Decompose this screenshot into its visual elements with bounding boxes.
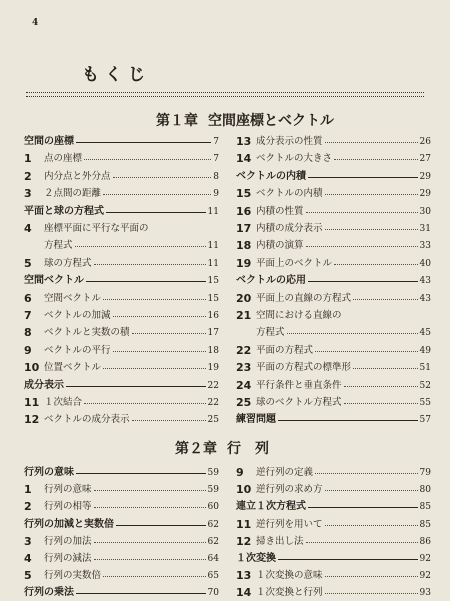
page-ref: 64 — [207, 554, 219, 564]
entry-title: ベクトルの成分表示 — [44, 414, 130, 426]
entry-leader-dots — [315, 351, 418, 352]
page-ref: 43 — [419, 276, 431, 287]
entry-title: 方程式 — [256, 327, 285, 339]
entry-leader-dots — [325, 525, 418, 526]
page-ref: 31 — [419, 224, 431, 234]
section-leader-line — [66, 386, 206, 387]
entry-number: 9 — [236, 466, 244, 479]
entry-leader-dots — [315, 473, 418, 474]
entry-leader-dots — [94, 542, 206, 543]
entry-title: 位置ベクトル — [44, 362, 102, 374]
toc-section[interactable] — [236, 551, 431, 567]
entry-leader-dots — [94, 264, 206, 265]
entry-title: ベクトルの内積 — [256, 188, 323, 200]
page-ref: 45 — [419, 328, 431, 339]
entry-title: ベクトルと実数の積 — [44, 327, 130, 339]
page-ref: 92 — [419, 554, 431, 564]
toc-entry[interactable] — [236, 395, 431, 411]
toc-entry[interactable] — [236, 325, 431, 341]
page-ref: 93 — [419, 588, 431, 599]
entry-number: 4 — [24, 222, 32, 235]
toc-entry[interactable] — [24, 412, 219, 428]
toc-section[interactable] — [24, 585, 219, 601]
toc-entry[interactable] — [236, 238, 431, 254]
entry-number: 14 — [236, 586, 252, 600]
page-ref: 27 — [419, 154, 431, 165]
page-ref: 18 — [207, 345, 219, 356]
section-leader-line — [308, 177, 418, 178]
toc-entry[interactable] — [236, 221, 431, 237]
section-leader-line — [106, 212, 206, 213]
toc-entry[interactable] — [24, 551, 219, 567]
entry-leader-dots — [325, 490, 418, 491]
toc-entry[interactable] — [236, 360, 431, 376]
section-title: 連立１次方程式 — [236, 501, 306, 513]
entry-number: 8 — [24, 326, 32, 340]
section-title: ベクトルの応用 — [236, 275, 306, 287]
entry-number: 12 — [24, 413, 40, 427]
toc-entry[interactable] — [236, 256, 431, 272]
toc-entry[interactable] — [236, 534, 431, 550]
entry-title: 方程式 — [44, 240, 73, 252]
chapter-1-title: 空間座標とベクトル — [208, 113, 334, 129]
entry-number: 4 — [24, 552, 32, 565]
section-leader-line — [278, 420, 418, 421]
page-ref: 85 — [419, 519, 431, 530]
entry-number: 10 — [24, 361, 40, 375]
entry-leader-dots — [344, 386, 418, 387]
entry-leader-dots — [325, 593, 418, 594]
section-leader-line — [308, 507, 418, 508]
entry-title: 行列の相等 — [44, 501, 92, 513]
toc-entry[interactable] — [24, 395, 219, 411]
toc-entry[interactable] — [236, 291, 431, 307]
entry-leader-dots — [325, 142, 418, 143]
entry-title: 平行条件と垂直条件 — [256, 379, 342, 391]
toc-entry[interactable] — [24, 568, 219, 584]
page-ref: 55 — [419, 398, 431, 408]
entry-number: 22 — [236, 343, 252, 357]
toc-section[interactable] — [236, 499, 431, 515]
entry-title: １次変換の意味 — [256, 570, 323, 582]
entry-leader-dots — [353, 299, 418, 300]
chapter-2-title: 行 列 — [227, 441, 269, 457]
entry-leader-dots — [325, 576, 418, 577]
chapter-2-heading — [0, 438, 450, 458]
entry-title: 平面の方程式の標準形 — [256, 362, 352, 374]
entry-title: 掃き出し法 — [256, 535, 304, 547]
entry-leader-dots — [103, 368, 206, 369]
entry-number: 17 — [236, 222, 252, 235]
entry-title: 空間における直線の — [256, 310, 342, 321]
entry-leader-dots — [84, 159, 211, 160]
toc-entry[interactable] — [24, 221, 219, 237]
toc-entry[interactable] — [24, 499, 219, 515]
entry-number: 11 — [236, 517, 252, 531]
chapter-1-heading — [40, 110, 450, 130]
section-leader-line — [278, 559, 418, 560]
entry-title: ベクトルの加減 — [44, 310, 111, 321]
page-ref: 59 — [207, 485, 219, 496]
entry-leader-dots — [132, 333, 206, 334]
toc-entry[interactable] — [236, 151, 431, 167]
entry-title: 平面の方程式 — [256, 344, 314, 356]
section-leader-line — [86, 281, 206, 282]
toc-entry[interactable] — [24, 360, 219, 376]
toc-entry[interactable] — [236, 585, 431, 601]
entry-leader-dots — [325, 194, 418, 195]
entry-leader-dots — [103, 576, 206, 577]
section-title: 練習問題 — [236, 414, 276, 426]
toc-entry[interactable] — [236, 517, 431, 533]
entry-number: 12 — [236, 534, 252, 548]
toc-entry[interactable] — [24, 291, 219, 307]
entry-leader-dots — [94, 559, 206, 560]
page-ref: 52 — [419, 380, 431, 391]
entry-number: 3 — [24, 534, 32, 548]
entry-title: 平面上のベクトル — [256, 257, 333, 269]
entry-leader-dots — [306, 212, 418, 213]
toc-entry[interactable] — [236, 378, 431, 394]
page-number: 4 — [32, 18, 39, 28]
page-ref: 79 — [419, 468, 431, 478]
entry-number: 19 — [236, 256, 252, 270]
page-ref: 7 — [213, 137, 219, 147]
section-title: 空間ベクトル — [24, 275, 84, 287]
page-ref: 8 — [213, 171, 219, 182]
entry-leader-dots — [344, 403, 418, 404]
entry-number: 16 — [236, 204, 252, 218]
entry-number: 20 — [236, 291, 252, 305]
entry-number: 18 — [236, 239, 252, 253]
toc-section[interactable] — [236, 273, 431, 289]
entry-title: 行列の意味 — [44, 484, 92, 496]
toc-section[interactable] — [24, 465, 219, 481]
entry-leader-dots — [287, 333, 418, 334]
entry-leader-dots — [325, 229, 418, 230]
toc-entry[interactable] — [24, 308, 219, 324]
entry-title: 内積の演算 — [256, 240, 304, 252]
entry-number: 5 — [24, 256, 32, 270]
entry-title: 平面上の直線の方程式 — [256, 292, 352, 304]
entry-leader-dots — [103, 299, 206, 300]
title-divider — [26, 92, 424, 97]
page-ref: 80 — [419, 485, 431, 496]
page-ref: 62 — [207, 519, 219, 530]
toc-section[interactable] — [236, 412, 431, 428]
chapter-1-number: 第１章 — [156, 113, 198, 129]
entry-leader-dots — [334, 159, 418, 160]
entry-number: 13 — [236, 569, 252, 583]
entry-number: 9 — [24, 343, 32, 357]
toc-entry[interactable] — [24, 343, 219, 359]
entry-number: 3 — [24, 187, 32, 201]
page-ref: 43 — [419, 293, 431, 304]
entry-title: 球のベクトル方程式 — [256, 397, 342, 408]
entry-number: 2 — [24, 169, 32, 183]
toc-section[interactable] — [24, 517, 219, 533]
toc-entry[interactable] — [24, 534, 219, 550]
entry-number: 6 — [24, 291, 32, 305]
entry-leader-dots — [334, 264, 418, 265]
section-leader-line — [76, 593, 206, 594]
entry-leader-dots — [113, 351, 206, 352]
section-title: ベクトルの内積 — [236, 170, 306, 182]
entry-title: 逆行列の定義 — [256, 467, 314, 478]
entry-number: 24 — [236, 378, 252, 392]
entry-title: 行列の減法 — [44, 553, 92, 564]
page-ref: 86 — [419, 536, 431, 547]
entry-leader-dots — [353, 368, 418, 369]
toc-section[interactable] — [24, 273, 219, 289]
section-title: 空間の座標 — [24, 136, 74, 147]
entry-number: 1 — [24, 483, 32, 497]
entry-number: 14 — [236, 152, 252, 166]
page-ref: 11 — [207, 258, 219, 269]
entry-number: 2 — [24, 500, 32, 514]
toc-section[interactable] — [24, 134, 219, 150]
page-ref: 11 — [207, 241, 219, 252]
entry-title: 行列の加法 — [44, 535, 92, 547]
page-ref: 40 — [419, 258, 431, 269]
entry-leader-dots — [306, 542, 418, 543]
toc-section[interactable] — [236, 169, 431, 185]
page-ref: 49 — [419, 345, 431, 356]
toc-section[interactable] — [24, 378, 219, 394]
entry-title: 逆行列の求め方 — [256, 484, 323, 496]
entry-title: ベクトルの大きさ — [256, 153, 333, 165]
entry-title: 逆行列を用いて — [256, 518, 323, 530]
page-ref: 59 — [207, 468, 219, 478]
section-title: １次変換 — [236, 553, 276, 564]
toc-entry[interactable] — [236, 465, 431, 481]
entry-leader-dots — [132, 420, 206, 421]
toc-entry[interactable] — [24, 325, 219, 341]
entry-number: 15 — [236, 187, 252, 201]
toc-entry[interactable] — [24, 256, 219, 272]
entry-title: １次変換と行列 — [256, 587, 323, 599]
page-ref: 70 — [207, 588, 219, 599]
entry-title: 座標平面に平行な平面の — [44, 223, 149, 234]
entry-number: 21 — [236, 309, 252, 322]
toc-entry[interactable] — [24, 186, 219, 202]
entry-number: 5 — [24, 569, 32, 583]
page-ref: 15 — [207, 276, 219, 287]
toc-entry[interactable] — [236, 343, 431, 359]
section-title: 成分表示 — [24, 379, 64, 391]
entry-title: 点の座標 — [44, 153, 83, 165]
page-ref: 92 — [419, 571, 431, 582]
entry-number: 7 — [24, 309, 32, 322]
page-ref: 7 — [213, 154, 219, 165]
toc-entry[interactable] — [236, 308, 431, 324]
chapter-2-number: 第２章 — [175, 441, 217, 457]
entry-title: 内積の性質 — [256, 205, 304, 217]
section-leader-line — [308, 281, 418, 282]
toc-entry[interactable] — [236, 204, 431, 220]
page-ref: 57 — [419, 415, 431, 426]
page-ref: 9 — [213, 189, 219, 200]
page-ref: 22 — [207, 380, 219, 391]
page-ref: 29 — [419, 171, 431, 182]
entry-leader-dots — [306, 246, 418, 247]
section-title: 行列の意味 — [24, 467, 74, 478]
section-title: 行列の乗法 — [24, 587, 74, 599]
toc-entry[interactable] — [236, 134, 431, 150]
section-leader-line — [76, 473, 206, 474]
page-ref: 65 — [207, 571, 219, 582]
page-ref: 17 — [207, 328, 219, 339]
page-ref: 22 — [207, 398, 219, 408]
entry-title: 行列の実数倍 — [44, 570, 102, 582]
toc-entry[interactable] — [236, 482, 431, 498]
page-ref: 15 — [207, 293, 219, 304]
page-ref: 26 — [419, 137, 431, 147]
toc-section[interactable] — [24, 204, 219, 220]
section-title: 行列の加減と実数倍 — [24, 518, 114, 530]
toc-entry[interactable] — [236, 186, 431, 202]
page-ref: 11 — [207, 206, 219, 217]
toc-entry[interactable] — [24, 482, 219, 498]
section-title: 平面と球の方程式 — [24, 205, 104, 217]
entry-title: 空間ベクトル — [44, 292, 102, 304]
page-ref: 62 — [207, 536, 219, 547]
page-ref: 30 — [419, 206, 431, 217]
section-leader-line — [116, 525, 206, 526]
page-ref: 33 — [419, 241, 431, 252]
entry-number: 1 — [24, 152, 32, 166]
entry-leader-dots — [94, 490, 206, 491]
toc-entry[interactable] — [24, 238, 219, 254]
entry-title: 内分点と外分点 — [44, 170, 111, 182]
entry-leader-dots — [84, 403, 206, 404]
page-ref: 51 — [419, 363, 431, 374]
entry-number: 23 — [236, 361, 252, 375]
entry-title: 内積の成分表示 — [256, 223, 323, 234]
entry-title: 球の方程式 — [44, 257, 92, 269]
entry-leader-dots — [94, 507, 206, 508]
entry-title: １次結合 — [44, 397, 83, 408]
toc-entry[interactable] — [24, 169, 219, 185]
entry-number: 25 — [236, 396, 252, 409]
page-ref: 60 — [207, 502, 219, 513]
entry-title: 成分表示の性質 — [256, 136, 323, 147]
entry-number: 10 — [236, 483, 252, 497]
entry-leader-dots — [103, 194, 211, 195]
entry-leader-dots — [113, 177, 211, 178]
page-ref: 16 — [207, 311, 219, 321]
entry-number: 11 — [24, 396, 40, 409]
section-leader-line — [76, 142, 211, 143]
entry-title: ２点間の距離 — [44, 188, 102, 200]
toc-title: もくじ — [82, 65, 151, 85]
page-ref: 19 — [207, 363, 219, 374]
page-ref: 85 — [419, 502, 431, 513]
entry-leader-dots — [113, 316, 206, 317]
toc-entry[interactable] — [236, 568, 431, 584]
entry-number: 13 — [236, 135, 252, 148]
entry-title: ベクトルの平行 — [44, 344, 111, 356]
page-ref: 29 — [419, 189, 431, 200]
entry-leader-dots — [75, 246, 206, 247]
page-ref: 25 — [207, 415, 219, 426]
toc-entry[interactable] — [24, 151, 219, 167]
